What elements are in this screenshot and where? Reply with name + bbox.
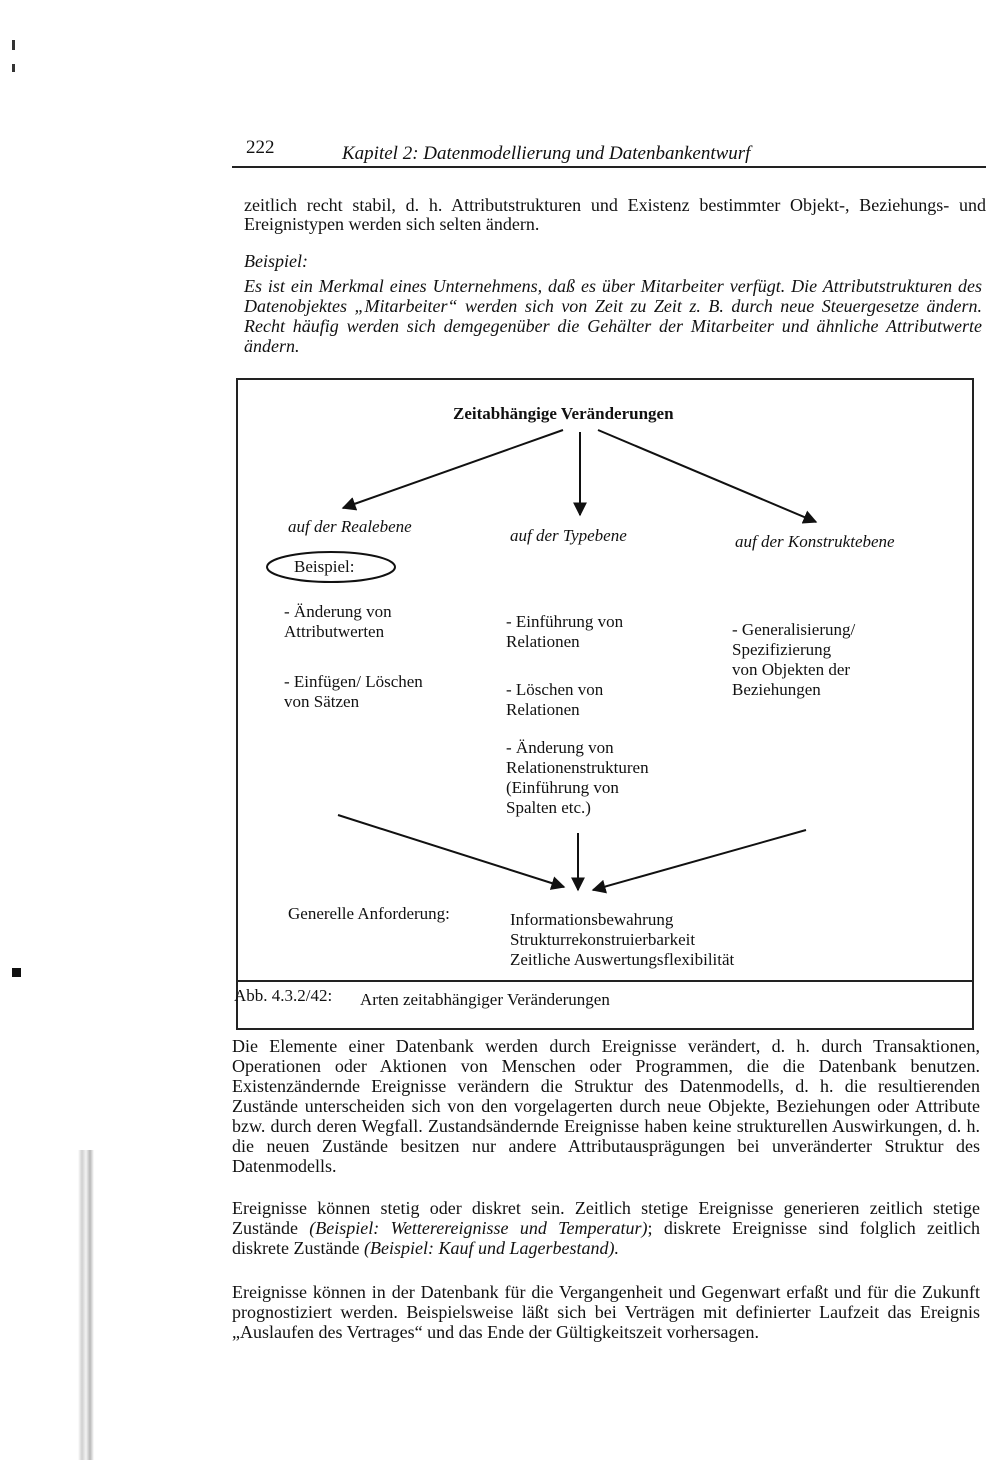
header-rule	[232, 166, 986, 168]
running-title: Kapitel 2: Datenmodellierung und Datenbankentwurf	[342, 143, 751, 164]
binding-shadow	[78, 1150, 94, 1460]
figure-title: Zeitabhängige Veränderungen	[453, 404, 674, 423]
paragraph-2	[232, 1198, 980, 1258]
caption-text: Arten zeitabhängiger Veränderungen	[360, 990, 610, 1009]
caption-row	[234, 980, 972, 1012]
paragraph-2-part1: Ereignisse können stetig oder diskret sein. Zeitlich stetige Ereignisse generieren zeitlich stetige Zustände	[232, 1198, 980, 1238]
type-item-1: - Einführung von Relationen	[506, 612, 624, 651]
heading-realebene: auf der Realebene	[288, 517, 412, 536]
arrow-from-right	[593, 830, 806, 890]
requirement-2: Strukturrekonstruierbarkeit	[510, 930, 696, 949]
requirement-1: Informationsbewahrung	[510, 910, 674, 929]
real-item-1: - Änderung von Attributwerten	[284, 602, 392, 641]
paragraph-1-text: Die Elemente einer Datenbank werden durch Ereignisse verändert, d. h. durch Transaktionen, Operationen oder Aktionen von Menschen oder Programmen, die die Datenbank benutzen. Existenzändernde Ereignisse verändern die Struktur des Datenmodells, d. h. die resultierenden Zustände unterscheiden sich von den vorgelagerten durch neue Objekte, Beziehungen oder Attribute bzw. durch deren Wegfall. Zustandsändernde Ereignisse haben keine strukturellen Auswirkungen, d. h. die neuen Zustände besitzen nur andere Attributausprägungen bei unveränderter Struktur des Datenmodells.	[232, 1036, 980, 1176]
arrow-to-realebene	[343, 430, 563, 508]
heading-typebene: auf der Typebene	[510, 526, 627, 545]
type-item-3: - Änderung von Relationenstrukturen (Einführung von Spalten etc.)	[506, 738, 649, 817]
type-item-2: - Löschen von Relationen	[506, 680, 604, 719]
example-label: Beispiel:	[244, 251, 308, 271]
requirement-3: Zeitliche Auswertungsflexibilität	[510, 950, 735, 969]
figure-box	[236, 378, 974, 1030]
page-number: 222	[246, 137, 275, 158]
margin-mark-square	[12, 968, 21, 977]
caption-number: Abb. 4.3.2/42:	[234, 986, 333, 1005]
badge-beispiel: Beispiel:	[294, 557, 355, 576]
heading-konstruktebene: auf der Konstruktebene	[735, 532, 895, 551]
paragraph-1	[232, 1036, 980, 1176]
arrow-from-left	[338, 815, 564, 887]
paragraph-3-text: Ereignisse können in der Datenbank für die Vergangenheit und Gegenwart erfaßt und für die Zukunft prognostiziert werden. Beispielsweise läßt sich bei Verträgen mit definierter Laufzeit das Ereignis „Auslaufen des Vertrages“ und das Ende der Gültigkeitszeit vorhersagen.	[232, 1282, 980, 1342]
example-text: Es ist ein Merkmal eines Unternehmens, daß es über Mitarbeiter verfügt. Die Attributstrukturen des Datenobjektes „Mitarbeiter“ werden sich von Zeit zu Zeit z. B. durch neue Steuergesetze ändern. Recht häufig werden sich demgegenüber die Gehälter der Mitarbeiter und ähnliche Attributwerte ändern.	[244, 276, 982, 356]
paragraph-2-example2: (Beispiel: Kauf und Lagerbestand).	[363, 1238, 619, 1258]
konstrukt-item-1: - Generalisierung/ Spezifizierung von Objekten der Beziehungen	[732, 620, 856, 699]
paragraph-2-example1: (Beispiel: Wetterereignisse und Temperatur)	[309, 1218, 648, 1238]
margin-mark-small	[12, 64, 15, 72]
general-label: Generelle Anforderung:	[288, 904, 450, 923]
paragraph-3	[232, 1282, 980, 1342]
paragraph-2-part2: ; diskrete Ereignisse sind folglich zeitlich diskrete Zustände	[232, 1218, 980, 1258]
paragraph-2-text	[232, 1198, 980, 1258]
intro-paragraph: zeitlich recht stabil, d. h. Attributstrukturen und Existenz bestimmter Objekt-, Beziehungs- und Ereignistypen werden sich selten ändern.	[244, 195, 986, 234]
real-item-2: - Einfügen/ Löschen von Sätzen	[284, 672, 423, 711]
margin-mark-top	[12, 40, 15, 50]
arrow-to-konstruktebene	[598, 430, 816, 522]
